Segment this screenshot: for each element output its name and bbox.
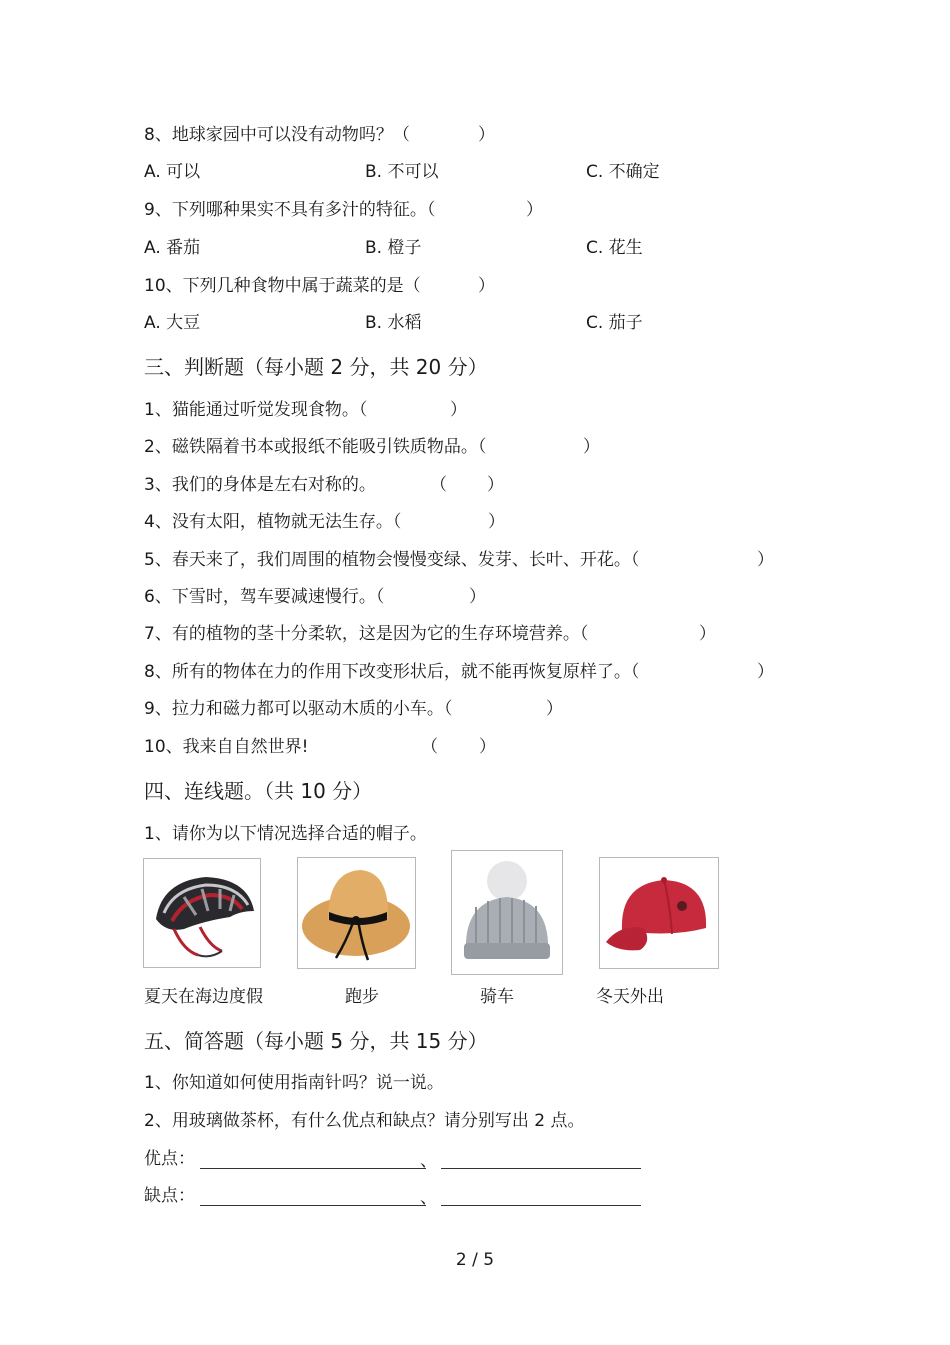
- matching-caption: 跑步: [345, 987, 379, 1007]
- sun-hat-icon: [298, 858, 415, 968]
- answer-paren-close: ）: [757, 662, 774, 682]
- section-title-judgement: 三、判断题（每小题 2 分，共 20 分）: [144, 355, 488, 379]
- bike-helmet-image: [143, 858, 261, 968]
- answer-blank[interactable]: [441, 1168, 641, 1169]
- bike-helmet-icon: [144, 859, 260, 967]
- answer-blank[interactable]: [441, 1205, 641, 1206]
- straw-sun-hat-image: [297, 857, 416, 969]
- section-title-short-answer: 五、简答题（每小题 5 分，共 15 分）: [144, 1029, 488, 1053]
- option-b: B. 水稻: [365, 313, 422, 333]
- option-b: B. 不可以: [365, 162, 439, 182]
- baseball-cap-icon: [600, 858, 718, 968]
- answer-blank[interactable]: [200, 1168, 426, 1169]
- answer-paren-close: ）: [583, 437, 600, 457]
- judgement-item: 10、我来自自然世界!: [144, 737, 309, 757]
- beanie-icon: [452, 851, 562, 974]
- judgement-item: 8、所有的物体在力的作用下改变形状后，就不能再恢复原样了。（: [144, 662, 640, 682]
- option-c: C. 茄子: [586, 313, 643, 333]
- page-number: 2 / 5: [455, 1250, 495, 1270]
- option-a: A. 大豆: [144, 313, 201, 333]
- judgement-item: 4、没有太阳，植物就无法生存。（: [144, 512, 402, 532]
- answer-paren-close: ）: [469, 587, 486, 607]
- matching-caption: 骑车: [480, 987, 514, 1007]
- answer-blank[interactable]: [200, 1205, 426, 1206]
- answer-paren-close: ）: [699, 624, 716, 644]
- pros-label: 优点：: [144, 1149, 195, 1169]
- answer-paren-open: （: [430, 475, 447, 495]
- judgement-item: 6、下雪时，驾车要减速慢行。（: [144, 587, 385, 607]
- question-10: 10、下列几种食物中属于蔬菜的是（: [144, 276, 421, 296]
- answer-paren-close: ）: [478, 125, 495, 145]
- option-a: A. 番茄: [144, 238, 201, 258]
- section-title-matching: 四、连线题。（共 10 分）: [144, 779, 373, 803]
- answer-paren-close: ）: [757, 550, 774, 570]
- option-c: C. 花生: [586, 238, 643, 258]
- option-c: C. 不确定: [586, 162, 660, 182]
- answer-paren-close: ）: [488, 512, 505, 532]
- short-answer-question: 1、你知道如何使用指南针吗？说一说。: [144, 1073, 444, 1093]
- answer-paren-close: ）: [526, 200, 543, 220]
- short-answer-question: 2、用玻璃做茶杯，有什么优点和缺点？请分别写出 2 点。: [144, 1111, 585, 1131]
- option-b: B. 橙子: [365, 238, 422, 258]
- judgement-item: 5、春天来了，我们周围的植物会慢慢变绿、发芽、长叶、开花。（: [144, 550, 640, 570]
- question-8: 8、地球家园中可以没有动物吗？（: [144, 125, 410, 145]
- answer-paren-close: ）: [478, 276, 495, 296]
- answer-paren-close: ）: [487, 475, 504, 495]
- cons-label: 缺点：: [144, 1186, 195, 1206]
- answer-paren-close: ）: [546, 699, 563, 719]
- matching-question: 1、请你为以下情况选择合适的帽子。: [144, 824, 427, 844]
- judgement-item: 9、拉力和磁力都可以驱动木质的小车。（: [144, 699, 453, 719]
- question-9: 9、下列哪种果实不具有多汁的特征。（: [144, 200, 436, 220]
- answer-paren-open: （: [421, 737, 438, 757]
- baseball-cap-image: [599, 857, 719, 969]
- knit-beanie-image: [451, 850, 563, 975]
- answer-paren-close: ）: [450, 400, 467, 420]
- option-a: A. 可以: [144, 162, 201, 182]
- answer-paren-close: ）: [479, 737, 496, 757]
- judgement-item: 2、磁铁隔着书本或报纸不能吸引铁质物品。（: [144, 437, 487, 457]
- judgement-item: 1、猫能通过听觉发现食物。（: [144, 400, 368, 420]
- matching-caption: 夏天在海边度假: [144, 987, 263, 1007]
- matching-caption: 冬天外出: [596, 987, 664, 1007]
- judgement-item: 7、有的植物的茎十分柔软，这是因为它的生存环境营养。（: [144, 624, 589, 644]
- separator: 、: [420, 1188, 437, 1208]
- judgement-item: 3、我们的身体是左右对称的。: [144, 475, 376, 495]
- separator: 、: [420, 1151, 437, 1171]
